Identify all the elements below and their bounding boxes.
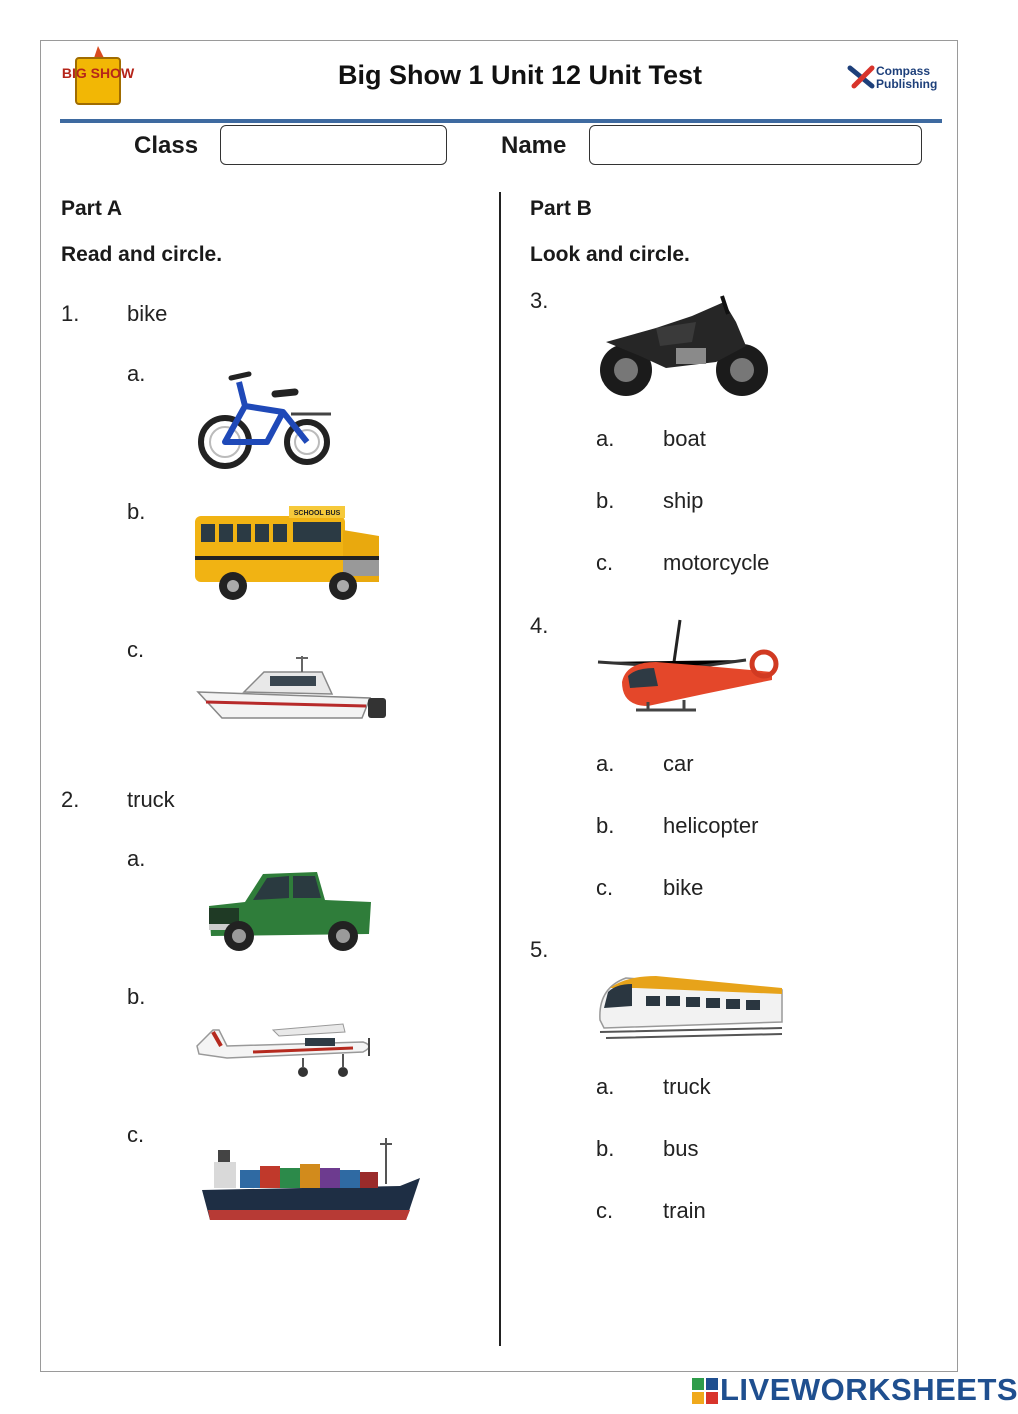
class-label: Class (134, 132, 199, 159)
compass-publishing-logo (846, 62, 936, 92)
column-divider (499, 192, 501, 1346)
header-rule (60, 119, 942, 123)
option-5a-letter: a. (596, 1074, 615, 1099)
publisher-line1: Compass (876, 64, 931, 78)
option-4a-text[interactable]: car (663, 751, 694, 776)
option-1b-letter: b. (127, 499, 146, 524)
question-2-number: 2. (61, 787, 80, 812)
option-3a-text[interactable]: boat (663, 426, 706, 451)
option-3c-letter: c. (596, 550, 614, 575)
option-5c-letter: c. (596, 1198, 614, 1223)
compass-star-icon (846, 62, 876, 92)
option-2b-letter: b. (127, 984, 146, 1009)
option-5b-letter: b. (596, 1136, 615, 1161)
part-b-instruction: Look and circle. (530, 243, 690, 266)
option-3c-text[interactable]: motorcycle (663, 550, 770, 575)
cargo-ship-picture[interactable] (200, 1134, 422, 1226)
airplane-picture[interactable] (193, 1016, 377, 1082)
helicopter-picture (596, 616, 780, 722)
option-3b-letter: b. (596, 488, 615, 513)
liveworksheets-logo-icon (692, 1378, 718, 1404)
bus-sign-text: SCHOOL BUS (293, 510, 341, 517)
liveworksheets-brand: LIVEWORKSHEETS (720, 1372, 1018, 1407)
option-5c-text[interactable]: train (663, 1198, 706, 1223)
bicycle-picture[interactable] (195, 368, 335, 470)
question-1-word: bike (127, 301, 168, 326)
logo-big-text: BIG SHOW (61, 65, 135, 81)
name-input[interactable] (589, 125, 922, 165)
option-5b-text[interactable]: bus (663, 1136, 699, 1161)
option-2c-letter: c. (127, 1122, 145, 1147)
train-picture (596, 966, 784, 1042)
part-b-title: Part B (530, 197, 592, 220)
part-a-instruction: Read and circle. (61, 243, 223, 266)
big-show-logo (61, 44, 135, 108)
page-title: Big Show 1 Unit 12 Unit Test (337, 60, 703, 90)
publisher-line2: Publishing (876, 77, 938, 91)
motor-boat-picture[interactable] (194, 652, 390, 726)
option-4c-text[interactable]: bike (663, 875, 704, 900)
part-a-title: Part A (61, 197, 123, 220)
name-label: Name (501, 132, 567, 159)
question-2-word: truck (127, 787, 175, 812)
question-4-number: 4. (530, 613, 549, 638)
class-input[interactable] (220, 125, 447, 165)
option-3b-text[interactable]: ship (663, 488, 704, 513)
option-3a-letter: a. (596, 426, 615, 451)
option-1a-letter: a. (127, 361, 146, 386)
option-4b-text[interactable]: helicopter (663, 813, 759, 838)
school-bus-picture[interactable] (193, 500, 381, 606)
option-2a-letter: a. (127, 846, 146, 871)
pickup-truck-picture[interactable] (205, 862, 373, 954)
option-4c-letter: c. (596, 875, 614, 900)
question-5-number: 5. (530, 937, 549, 962)
motorcycle-picture (596, 292, 772, 402)
option-1c-letter: c. (127, 637, 145, 662)
question-3-number: 3. (530, 288, 549, 313)
question-1-number: 1. (61, 301, 80, 326)
option-4b-letter: b. (596, 813, 615, 838)
option-4a-letter: a. (596, 751, 615, 776)
option-5a-text[interactable]: truck (663, 1074, 711, 1099)
